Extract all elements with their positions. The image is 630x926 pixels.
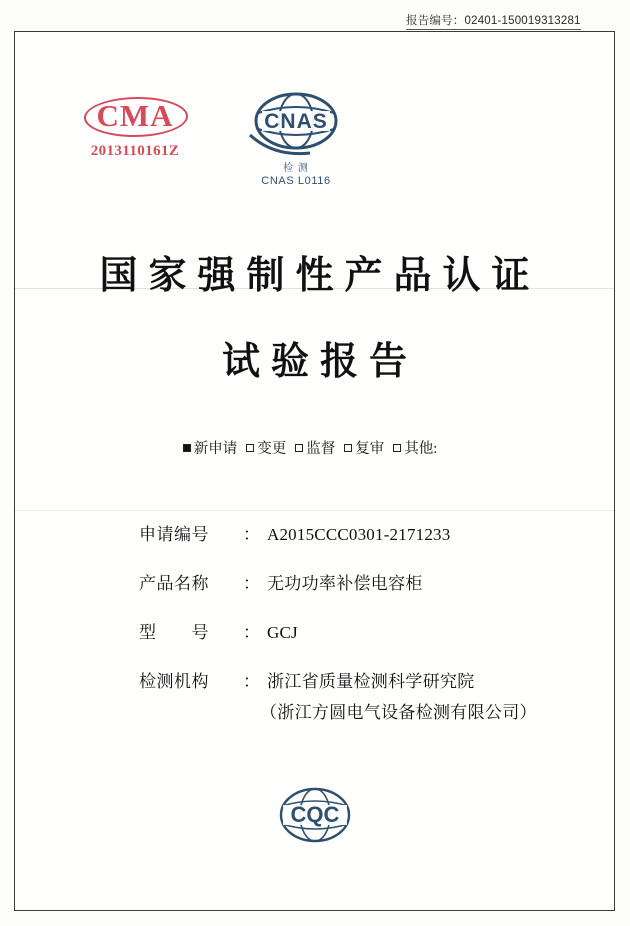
field-label: 检测机构	[139, 672, 209, 691]
application-type-option-other[interactable]	[393, 437, 437, 458]
field-label: 型 号	[139, 623, 209, 642]
field-testing-organization	[139, 667, 589, 692]
cma-logo	[75, 95, 195, 160]
field-colon: ：	[243, 623, 260, 642]
svg-text:CNAS: CNAS	[264, 110, 328, 133]
application-type-label: 监督	[306, 441, 336, 457]
application-type-option-review[interactable]	[344, 437, 384, 458]
checkbox-icon[interactable]	[295, 444, 303, 452]
field-value: A2015CCC0301-2171233	[267, 525, 451, 544]
field-testing-organization-secondary: （浙江方圆电气设备检测有限公司）	[260, 703, 537, 722]
application-type-option-change[interactable]	[246, 437, 286, 458]
report-number-value: 02401-150019313281	[464, 15, 581, 27]
field-product-name	[139, 569, 589, 594]
application-type-label: 新申请	[193, 441, 238, 457]
document-subtitle: 试验报告	[221, 341, 418, 383]
application-type-label: 其他:	[404, 441, 438, 457]
accreditation-logos	[15, 87, 614, 207]
field-colon: ：	[243, 574, 260, 593]
cqc-globe-icon	[269, 784, 361, 846]
checkbox-icon[interactable]	[246, 444, 254, 452]
checkbox-icon[interactable]	[393, 444, 401, 452]
field-list	[139, 520, 589, 747]
cnas-code: CNAS L0116	[261, 175, 331, 187]
document-frame	[14, 31, 615, 911]
cqc-mark-icon	[269, 784, 361, 846]
field-value: GCJ	[267, 623, 298, 642]
application-type-option-supervision[interactable]	[295, 437, 335, 458]
field-value: 无功功率补偿电容柜	[267, 574, 423, 593]
cnas-subtitle: 检 测	[283, 163, 309, 174]
cnas-globe-icon	[244, 87, 348, 161]
cma-mark-text: CMA	[96, 98, 174, 133]
application-type-row	[15, 437, 614, 458]
field-model	[139, 618, 589, 643]
cma-mark-icon	[83, 95, 187, 137]
field-value: 浙江省质量检测科学研究院	[267, 672, 475, 691]
application-type-label: 复审	[355, 441, 385, 457]
field-label: 申请编号	[139, 525, 209, 544]
field-colon: ：	[243, 525, 260, 544]
document-title: 国家强制性产品认证	[99, 255, 541, 297]
checkbox-icon[interactable]	[183, 444, 191, 452]
checkbox-icon[interactable]	[344, 444, 352, 452]
application-type-label: 变更	[257, 441, 287, 457]
application-type-option-new[interactable]	[183, 437, 238, 458]
cma-certificate-id: 2013110161Z	[90, 143, 180, 159]
cnas-logo	[231, 87, 361, 187]
cqc-logo	[15, 784, 614, 851]
field-label: 产品名称	[139, 574, 209, 593]
svg-text:CQC: CQC	[290, 802, 339, 827]
field-colon: ：	[243, 672, 260, 691]
cnas-mark-icon	[244, 87, 348, 161]
report-number-label: 报告编号：	[406, 15, 465, 27]
report-number	[406, 12, 616, 30]
scan-artifact-line	[15, 510, 614, 511]
field-application-number	[139, 520, 589, 545]
